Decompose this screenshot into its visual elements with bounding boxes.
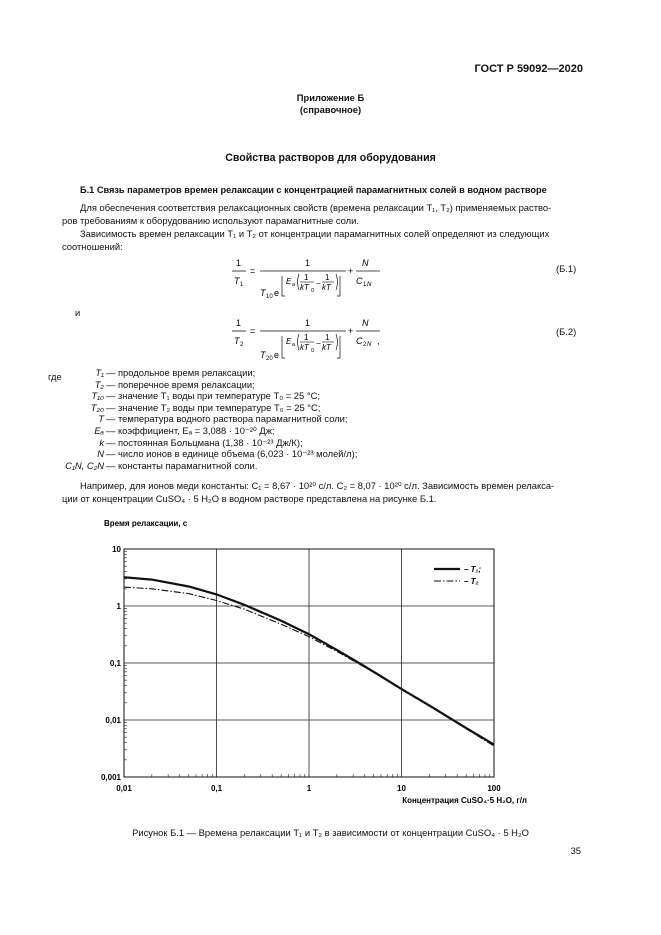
svg-text:1: 1 bbox=[305, 258, 311, 268]
chart-legend-label: – T₂ bbox=[464, 577, 479, 586]
svg-text:T: T bbox=[234, 336, 240, 346]
legend-row bbox=[62, 402, 357, 414]
svg-text:e: e bbox=[274, 288, 280, 298]
svg-text:T: T bbox=[260, 350, 266, 360]
legend-text: — константы парамагнитной соли. bbox=[106, 459, 258, 471]
legend-symbol: k bbox=[99, 436, 104, 448]
svg-text:=: = bbox=[250, 266, 256, 276]
legend-row bbox=[62, 413, 357, 425]
svg-text:1: 1 bbox=[305, 318, 311, 328]
paragraph-3-line-1: Например, для ионов меди константы: C₁ = 8,67 · 10²⁰ с/л. C₂ = 8,07 · 10²⁰ с/л. Зависимость времен релакса- bbox=[80, 480, 555, 491]
equation-1-number: (Б.1) bbox=[556, 263, 577, 274]
subsection-title: Б.1 Связь параметров времен релаксации с концентрацией парамагнитных солей в водном растворе bbox=[80, 185, 547, 195]
svg-text:20: 20 bbox=[266, 356, 273, 362]
legend-row bbox=[62, 379, 357, 391]
legend-symbol: T₂₀ bbox=[90, 401, 104, 413]
legend-text: — поперечное время релаксации; bbox=[106, 378, 255, 390]
svg-text:N: N bbox=[367, 282, 372, 288]
legend-symbol: T₁₀ bbox=[91, 390, 104, 402]
svg-text:2: 2 bbox=[240, 342, 244, 348]
equation-2 bbox=[230, 316, 400, 364]
svg-text:a: a bbox=[292, 282, 296, 288]
svg-text:N: N bbox=[362, 318, 369, 328]
svg-text:1: 1 bbox=[304, 273, 309, 282]
svg-text:+: + bbox=[348, 326, 354, 336]
y-tick-label: 0,1 bbox=[109, 659, 121, 668]
legend-symbol: Eₐ bbox=[94, 424, 104, 436]
y-axis-label: Время релаксации, с bbox=[104, 519, 188, 528]
svg-text:E: E bbox=[286, 337, 292, 346]
where-word: где bbox=[48, 371, 62, 382]
svg-text:2: 2 bbox=[363, 342, 367, 348]
equation-2-number: (Б.2) bbox=[556, 326, 577, 337]
svg-text:0: 0 bbox=[311, 348, 315, 354]
svg-text:1: 1 bbox=[325, 333, 330, 342]
legend-row bbox=[62, 437, 357, 449]
legend-symbol: N bbox=[97, 448, 104, 460]
figure-caption: Рисунок Б.1 — Времена релаксации T₁ и T₂ в зависимости от концентрации CuSO₄ · 5 H₂O bbox=[132, 827, 529, 838]
x-tick-label: 1 bbox=[306, 784, 312, 793]
svg-text:kT: kT bbox=[300, 343, 309, 352]
legend-row bbox=[62, 367, 357, 379]
paragraph-1-line-2: ров требованиям к оборудованию используют парамагнитные соли. bbox=[62, 215, 359, 226]
x-tick-label: 10 bbox=[397, 784, 406, 793]
equation-2-formula bbox=[230, 316, 400, 364]
paragraph-3-line-2: ции от концентрации CuSO₄ · 5 H₂O в водном растворе представлена на рисунке Б.1. bbox=[62, 493, 437, 504]
equation-1-formula bbox=[230, 256, 400, 300]
y-tick-label: 0,01 bbox=[105, 716, 121, 725]
legend-row bbox=[62, 390, 357, 402]
svg-text:N: N bbox=[362, 258, 369, 268]
svg-text:0: 0 bbox=[311, 288, 315, 294]
svg-text:1: 1 bbox=[304, 333, 309, 342]
paragraph-1-line-1: Для обеспечения соответствия релаксационных свойств (времена релаксации T₁, T₂) применяемых раство- bbox=[80, 202, 552, 213]
svg-text:1: 1 bbox=[236, 258, 242, 268]
chart-legend-label: – T₁; bbox=[464, 565, 482, 574]
x-tick-label: 100 bbox=[487, 784, 501, 793]
paragraph-2-line-1: Зависимость времен релаксации T₁ и T₂ от концентрации парамагнитных солей определяют из следующих bbox=[80, 228, 550, 239]
legend-symbol: C₁N, C₂N bbox=[65, 459, 104, 471]
y-tick-label: 0,001 bbox=[100, 773, 121, 782]
appendix-subtitle: (справочное) bbox=[299, 104, 362, 115]
legend-text: — постоянная Больцмана (1,38 · 10⁻²³ Дж/К); bbox=[106, 436, 303, 448]
legend-text: — значение T₁ воды при температуре T₀ = 25 °С; bbox=[106, 390, 320, 402]
svg-text:kT: kT bbox=[322, 343, 331, 352]
svg-text:T: T bbox=[260, 288, 266, 298]
y-tick-label: 10 bbox=[112, 545, 121, 554]
svg-text:1: 1 bbox=[240, 282, 244, 288]
x-tick-label: 0,01 bbox=[116, 784, 132, 793]
svg-text:−: − bbox=[316, 279, 321, 288]
svg-text:N: N bbox=[367, 342, 372, 348]
svg-text:C: C bbox=[356, 276, 363, 286]
page-number: 35 bbox=[570, 845, 581, 856]
svg-text:e: e bbox=[274, 350, 280, 360]
legend-text: — значение T₂ воды при температуре T₀ = 25 °С; bbox=[106, 401, 321, 413]
svg-text:10: 10 bbox=[266, 294, 273, 300]
x-tick-label: 0,1 bbox=[210, 784, 223, 793]
x-axis-label: Концентрация CuSO₄·5 H₂O, г/л bbox=[402, 796, 527, 805]
legend-text: — продольное время релаксации; bbox=[106, 367, 256, 378]
legend-text: — коэффициент, Eₐ = 3,088 · 10⁻²⁰ Дж; bbox=[106, 424, 275, 436]
legend-row bbox=[62, 448, 357, 460]
legend-symbol: T bbox=[98, 413, 104, 425]
legend-text: — температура водного раствора парамагнитной соли; bbox=[106, 413, 348, 425]
svg-text:T: T bbox=[234, 276, 240, 286]
legend-row bbox=[62, 425, 357, 437]
svg-text:kT: kT bbox=[322, 283, 331, 292]
svg-text:C: C bbox=[356, 336, 363, 346]
svg-text:kT: kT bbox=[300, 283, 309, 292]
svg-text:1: 1 bbox=[363, 282, 367, 288]
svg-text:E: E bbox=[286, 277, 292, 286]
paragraph-2-line-2: соотношений: bbox=[62, 241, 123, 252]
equation-1 bbox=[230, 256, 400, 300]
svg-text:,: , bbox=[377, 336, 380, 346]
svg-text:1: 1 bbox=[236, 318, 242, 328]
symbol-legend bbox=[62, 367, 357, 471]
relaxation-time-chart bbox=[80, 515, 530, 815]
svg-text:−: − bbox=[316, 339, 321, 348]
legend-symbol: T₂ bbox=[94, 378, 104, 390]
appendix-title: Приложение Б bbox=[296, 92, 365, 103]
legend-symbol: T₁ bbox=[95, 367, 104, 378]
svg-text:1: 1 bbox=[325, 273, 330, 282]
svg-text:=: = bbox=[250, 326, 256, 336]
standard-number: ГОСТ Р 59092—2020 bbox=[474, 63, 583, 75]
legend-text: — число ионов в единице объема (6,023 · 10⁻²³ молей/л); bbox=[106, 448, 358, 460]
svg-text:a: a bbox=[292, 342, 296, 348]
y-tick-label: 1 bbox=[116, 602, 121, 611]
and-word: и bbox=[75, 307, 81, 318]
section-title: Свойства растворов для оборудования bbox=[225, 152, 436, 164]
legend-row bbox=[62, 460, 357, 472]
svg-text:+: + bbox=[348, 266, 354, 276]
